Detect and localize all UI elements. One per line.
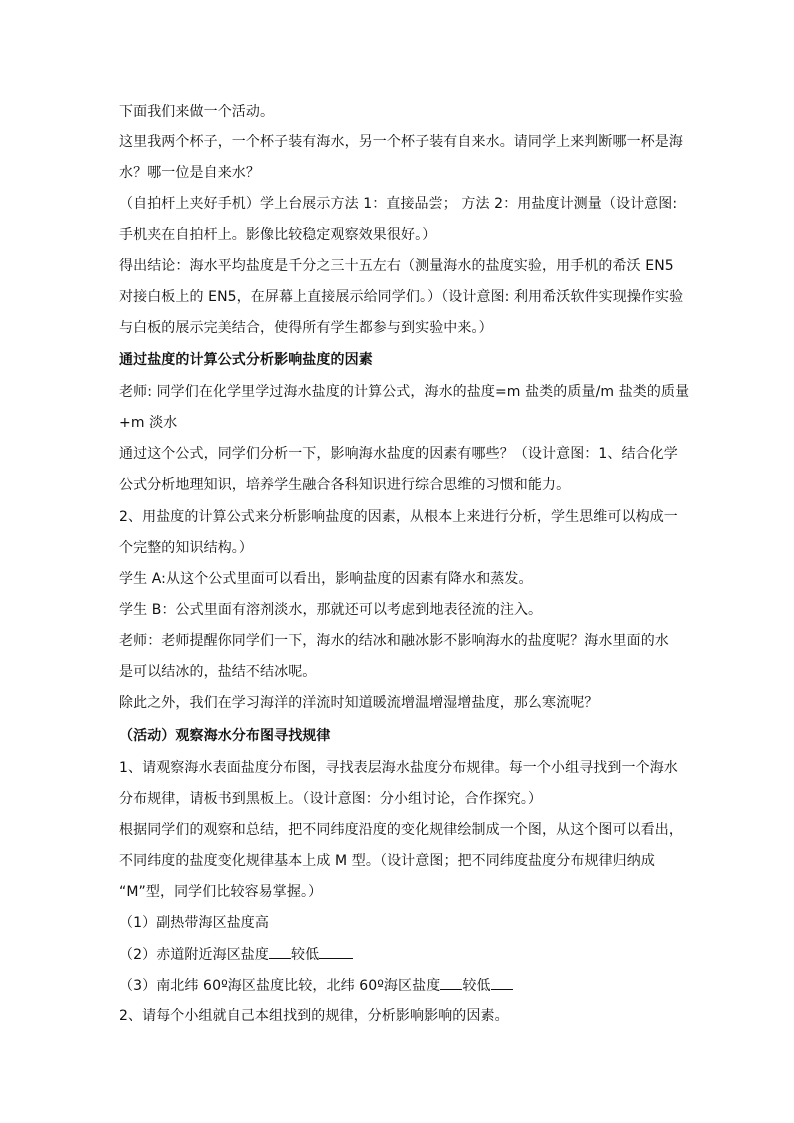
fill-blank xyxy=(269,944,291,959)
list-item-2-text: （2）赤道附近海区盐度 xyxy=(119,947,270,963)
paragraph-conclusion-cont: 对接白板上的 EN5，在屏幕上直接展示给同学们。）（设计意图: 利用希沃软件实现操作实验 xyxy=(119,289,684,305)
paragraph-observation-cont: 不同纬度的盐度变化规律基本上成 M 型。（设计意图；把不同纬度盐度分布规律归纳成 xyxy=(119,853,655,869)
paragraph-analysis-point2-cont: 个完整的知识结构。） xyxy=(119,540,253,556)
paragraph-cups: 这里我两个杯子，一个杯子装有海水，另一个杯子装有自来水。请同学上来判断哪一杯是海 xyxy=(119,134,683,150)
list-item-3-text: （3）南北纬 60º海区盐度比较，北纬 60º海区盐度 xyxy=(119,978,441,994)
list-item-1: （1）副热带海区盐度高 xyxy=(119,915,270,931)
list-item-2 xyxy=(119,944,679,965)
paragraph-analysis-point2: 2、用盐度的计算公式来分析影响盐度的因素，从根本上来进行分析，学生思维可以构成一 xyxy=(119,509,678,525)
paragraph-cups-cont: 水？哪一位是自来水？ xyxy=(119,165,260,181)
paragraph-activity-1-cont: 分布规律，请板书到黑板上。（设计意图：分小组讨论，合作探究。） xyxy=(119,791,543,807)
paragraph-activity-1: 1、请观察海水表面盐度分布图，寻找表层海水盐度分布规律。每一个小组寻找到一个海水 xyxy=(119,760,678,776)
list-item-3 xyxy=(119,975,679,996)
paragraph-intro: 下面我们来做一个活动。 xyxy=(119,104,275,120)
paragraph-activity-2: 2、请每个小组就自己本组找到的规律，分析影响影响的因素。 xyxy=(119,1008,509,1024)
fill-blank xyxy=(440,975,462,990)
fill-blank xyxy=(491,975,513,990)
paragraph-currents: 除此之外，我们在学习海洋的洋流时知道暖流增温增湿增盐度，那么寒流呢？ xyxy=(119,695,599,711)
paragraph-methods-cont: 手机夹在自拍杆上。影像比较稳定观察效果很好。） xyxy=(119,227,437,243)
paragraph-observation-end: “M”型，同学们比较容易掌握。） xyxy=(119,884,323,900)
paragraph-conclusion-end: 与白板的展示完美结合，使得所有学生都参与到实验中来。） xyxy=(119,320,493,336)
section-heading-activity: （活动）观察海水分布图寻找规律 xyxy=(119,728,331,744)
paragraph-observation: 根据同学们的观察和总结，把不同纬度沿度的变化规律绘制成一个图，从这个图可以看出， xyxy=(119,822,683,838)
paragraph-teacher-formula: 老师: 同学们在化学里学过海水盐度的计算公式，海水的盐度=m 盐类的质量/m 盐类的质量 xyxy=(119,384,690,400)
paragraph-teacher-ice: 老师：老师提醒你同学们一下，海水的结冰和融冰影不影响海水的盐度呢？海水里面的水 xyxy=(119,633,669,649)
section-heading-formula: 通过盐度的计算公式分析影响盐度的因素 xyxy=(119,352,373,368)
list-item-2-answer: 较低 xyxy=(291,947,320,963)
paragraph-analysis-cont: 公式分析地理知识，培养学生融合各科知识进行综合思维的习惯和能力。 xyxy=(119,477,571,493)
paragraph-teacher-formula-cont: +m 淡水 xyxy=(119,415,178,431)
list-item-3-answer: 较低 xyxy=(462,978,491,994)
paragraph-student-b: 学生 B：公式里面有溶剂淡水，那就还可以考虑到地表径流的注入。 xyxy=(119,602,543,618)
paragraph-methods: （自拍杆上夹好手机）学上台展示方法 1：直接品尝； 方法 2：用盐度计测量（设计意图: xyxy=(119,196,678,212)
paragraph-student-a: 学生 A:从这个公式里面可以看出，影响盐度的因素有降水和蒸发。 xyxy=(119,571,533,587)
fill-blank xyxy=(319,944,353,959)
paragraph-conclusion: 得出结论：海水平均盐度是千分之三十五左右（测量海水的盐度实验，用手机的希沃 EN5 xyxy=(119,258,674,274)
paragraph-teacher-ice-cont: 是可以结冰的，盐结不结冰呢。 xyxy=(119,664,317,680)
paragraph-analysis: 通过这个公式，同学们分析一下，影响海水盐度的因素有哪些？（设计意图：1、结合化学 xyxy=(119,446,678,462)
